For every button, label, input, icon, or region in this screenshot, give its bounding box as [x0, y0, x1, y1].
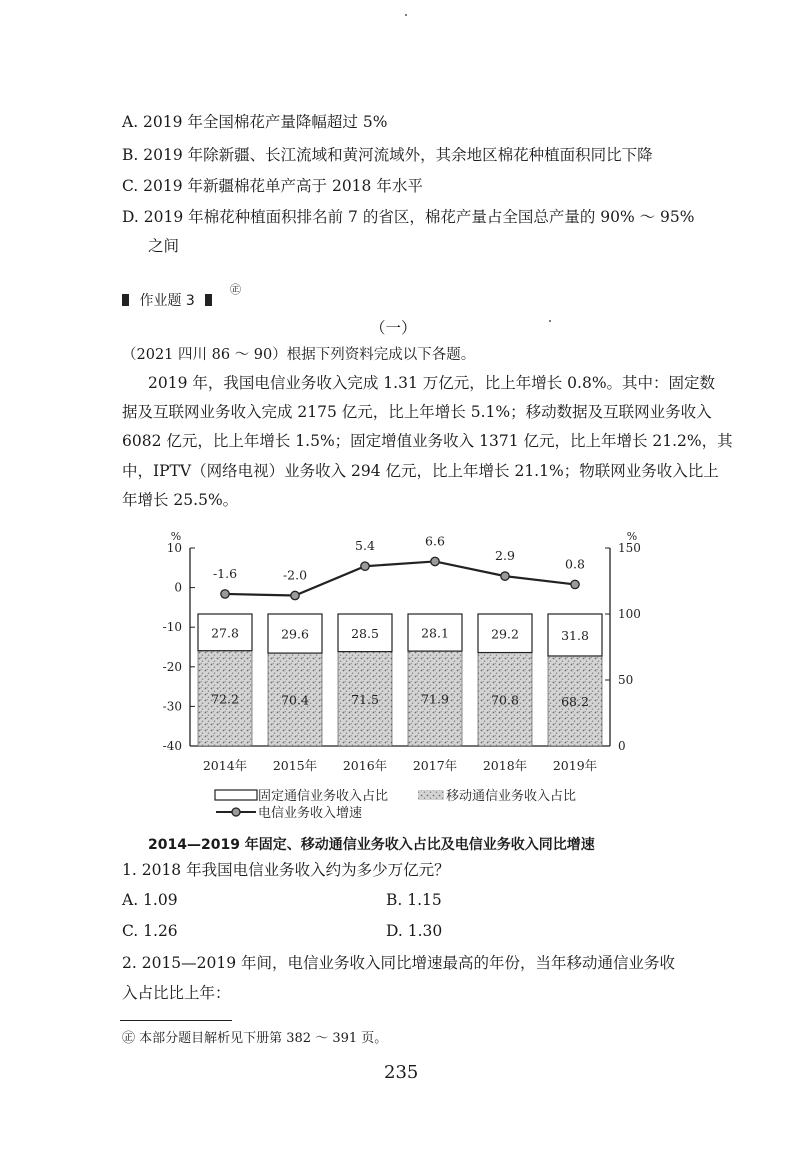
option-a: A. 2019 年全国棉花产量降幅超过 5%: [122, 113, 388, 131]
legend-label-fixed: 固定通信业务收入占比: [258, 789, 389, 804]
option-c: C. 2019 年新疆棉花单产高于 2018 年水平: [122, 177, 423, 195]
bar-fixed-label: 27.8: [211, 625, 239, 641]
x-tick-label: 2015年: [272, 758, 318, 773]
x-tick-label: 2016年: [342, 758, 388, 773]
bar-mobile-label: 71.5: [351, 691, 379, 707]
growth-point: [361, 562, 369, 570]
legend-swatch-fixed: [215, 790, 257, 800]
chart: [0, 525, 800, 825]
material-line-1: 2019 年，我国电信业务收入完成 1.31 万亿元，比上年增长 0.8%。其中：固定数: [148, 374, 716, 392]
legend-swatch-mobile: [418, 790, 444, 800]
option-b: B. 2019 年除新疆、长江流域和黄河流域外，其余地区棉花种植面积同比下降: [122, 146, 653, 164]
growth-label: 2.9: [495, 548, 515, 564]
q1-option-c: C. 1.26: [122, 922, 178, 940]
bar-fixed-label: 29.2: [491, 626, 519, 642]
bar-fixed-label: 28.5: [351, 625, 379, 641]
bar-mobile-label: 68.2: [561, 693, 589, 709]
left-tick-label: 0: [174, 580, 182, 595]
legend-label-mobile: 移动通信业务收入占比: [446, 789, 577, 804]
q1-option-b: B. 1.15: [386, 891, 442, 909]
heading-mark-right-icon: [205, 294, 212, 306]
legend-line-marker-icon: [232, 808, 240, 816]
part-title: （一）: [370, 319, 417, 337]
x-tick-label: 2017年: [412, 758, 458, 773]
growth-label: 0.8: [565, 556, 585, 572]
bar-fixed-label: 28.1: [421, 625, 449, 641]
right-tick-label: 100: [618, 607, 641, 621]
material-line-5: 年增长 25.5%。: [122, 491, 239, 509]
source-line: （2021 四川 86 ～ 90）根据下列资料完成以下各题。: [122, 347, 476, 363]
growth-label: -2.0: [282, 567, 308, 583]
scan-speck: [549, 320, 551, 322]
bar-mobile-label: 70.8: [491, 692, 519, 708]
right-axis-unit: %: [626, 530, 638, 543]
growth-point: [221, 590, 229, 598]
growth-point: [431, 557, 439, 565]
left-tick-label: -10: [162, 620, 182, 635]
bar-mobile-label: 72.2: [211, 691, 239, 707]
footnote-rule: [120, 1020, 232, 1021]
chart-legend: [0, 782, 800, 832]
material-line-2: 据及互联网业务收入完成 2175 亿元，比上年增长 5.1%；移动数据及互联网业务收入: [122, 403, 712, 421]
question-2-line-1: 2. 2015—2019 年间，电信业务收入同比增速最高的年份，当年移动通信业务收: [122, 954, 676, 972]
note-symbol: ㊣: [230, 283, 241, 296]
growth-point: [571, 580, 579, 588]
question-2-line-2: 入占比比上年：: [122, 984, 231, 1002]
material-line-3: 6082 亿元，比上年增长 1.5%；固定增值业务收入 1371 亿元，比上年增长 21.2%，其: [122, 432, 733, 450]
left-tick-label: -20: [162, 659, 182, 674]
bar-fixed-label: 31.8: [561, 627, 589, 643]
bar-fixed-label: 29.6: [281, 626, 309, 642]
chart-title: 2014—2019 年固定、移动通信业务收入占比及电信业务收入同比增速: [148, 837, 595, 853]
option-d: D. 2019 年棉花种植面积排名前 7 的省区，棉花产量占全国总产量的 90% ～ 95%: [122, 208, 695, 226]
right-tick-label: 150: [618, 541, 641, 555]
growth-label: 5.4: [355, 538, 375, 554]
right-tick-label: 50: [618, 673, 634, 687]
footnote: ㊣ 本部分题目解析见下册第 382 ～ 391 页。: [122, 1031, 388, 1046]
growth-point: [291, 591, 299, 599]
left-tick-label: -30: [162, 699, 182, 714]
left-axis-unit: %: [170, 530, 182, 543]
bar-mobile-label: 71.9: [421, 691, 449, 707]
right-tick-label: 0: [618, 739, 626, 753]
heading-mark-left-icon: [122, 294, 129, 306]
legend-label-growth: 电信业务收入增速: [258, 806, 363, 821]
section-heading: [122, 290, 212, 310]
material-line-4: 中，IPTV（网络电视）业务收入 294 亿元，比上年增长 21.1%；物联网业务收入比上: [122, 462, 719, 480]
option-d-continued: 之间: [148, 237, 180, 255]
left-tick-label: 10: [166, 541, 182, 555]
x-tick-label: 2019年: [552, 758, 598, 773]
x-tick-label: 2014年: [202, 758, 248, 773]
growth-label: 6.6: [425, 533, 445, 549]
question-1: 1. 2018 年我国电信业务收入约为多少万亿元？: [122, 861, 450, 879]
growth-line: [225, 561, 575, 595]
x-tick-label: 2018年: [482, 758, 528, 773]
section-title: 作业题 3: [139, 293, 195, 309]
q1-option-a: A. 1.09: [122, 891, 178, 909]
page-number: 235: [384, 1062, 419, 1083]
q1-option-d: D. 1.30: [386, 922, 443, 940]
bar-mobile-label: 70.4: [281, 692, 309, 708]
scan-speck: [405, 14, 407, 16]
growth-point: [501, 572, 509, 580]
left-tick-label: -40: [162, 739, 182, 753]
growth-label: -1.6: [212, 565, 238, 581]
